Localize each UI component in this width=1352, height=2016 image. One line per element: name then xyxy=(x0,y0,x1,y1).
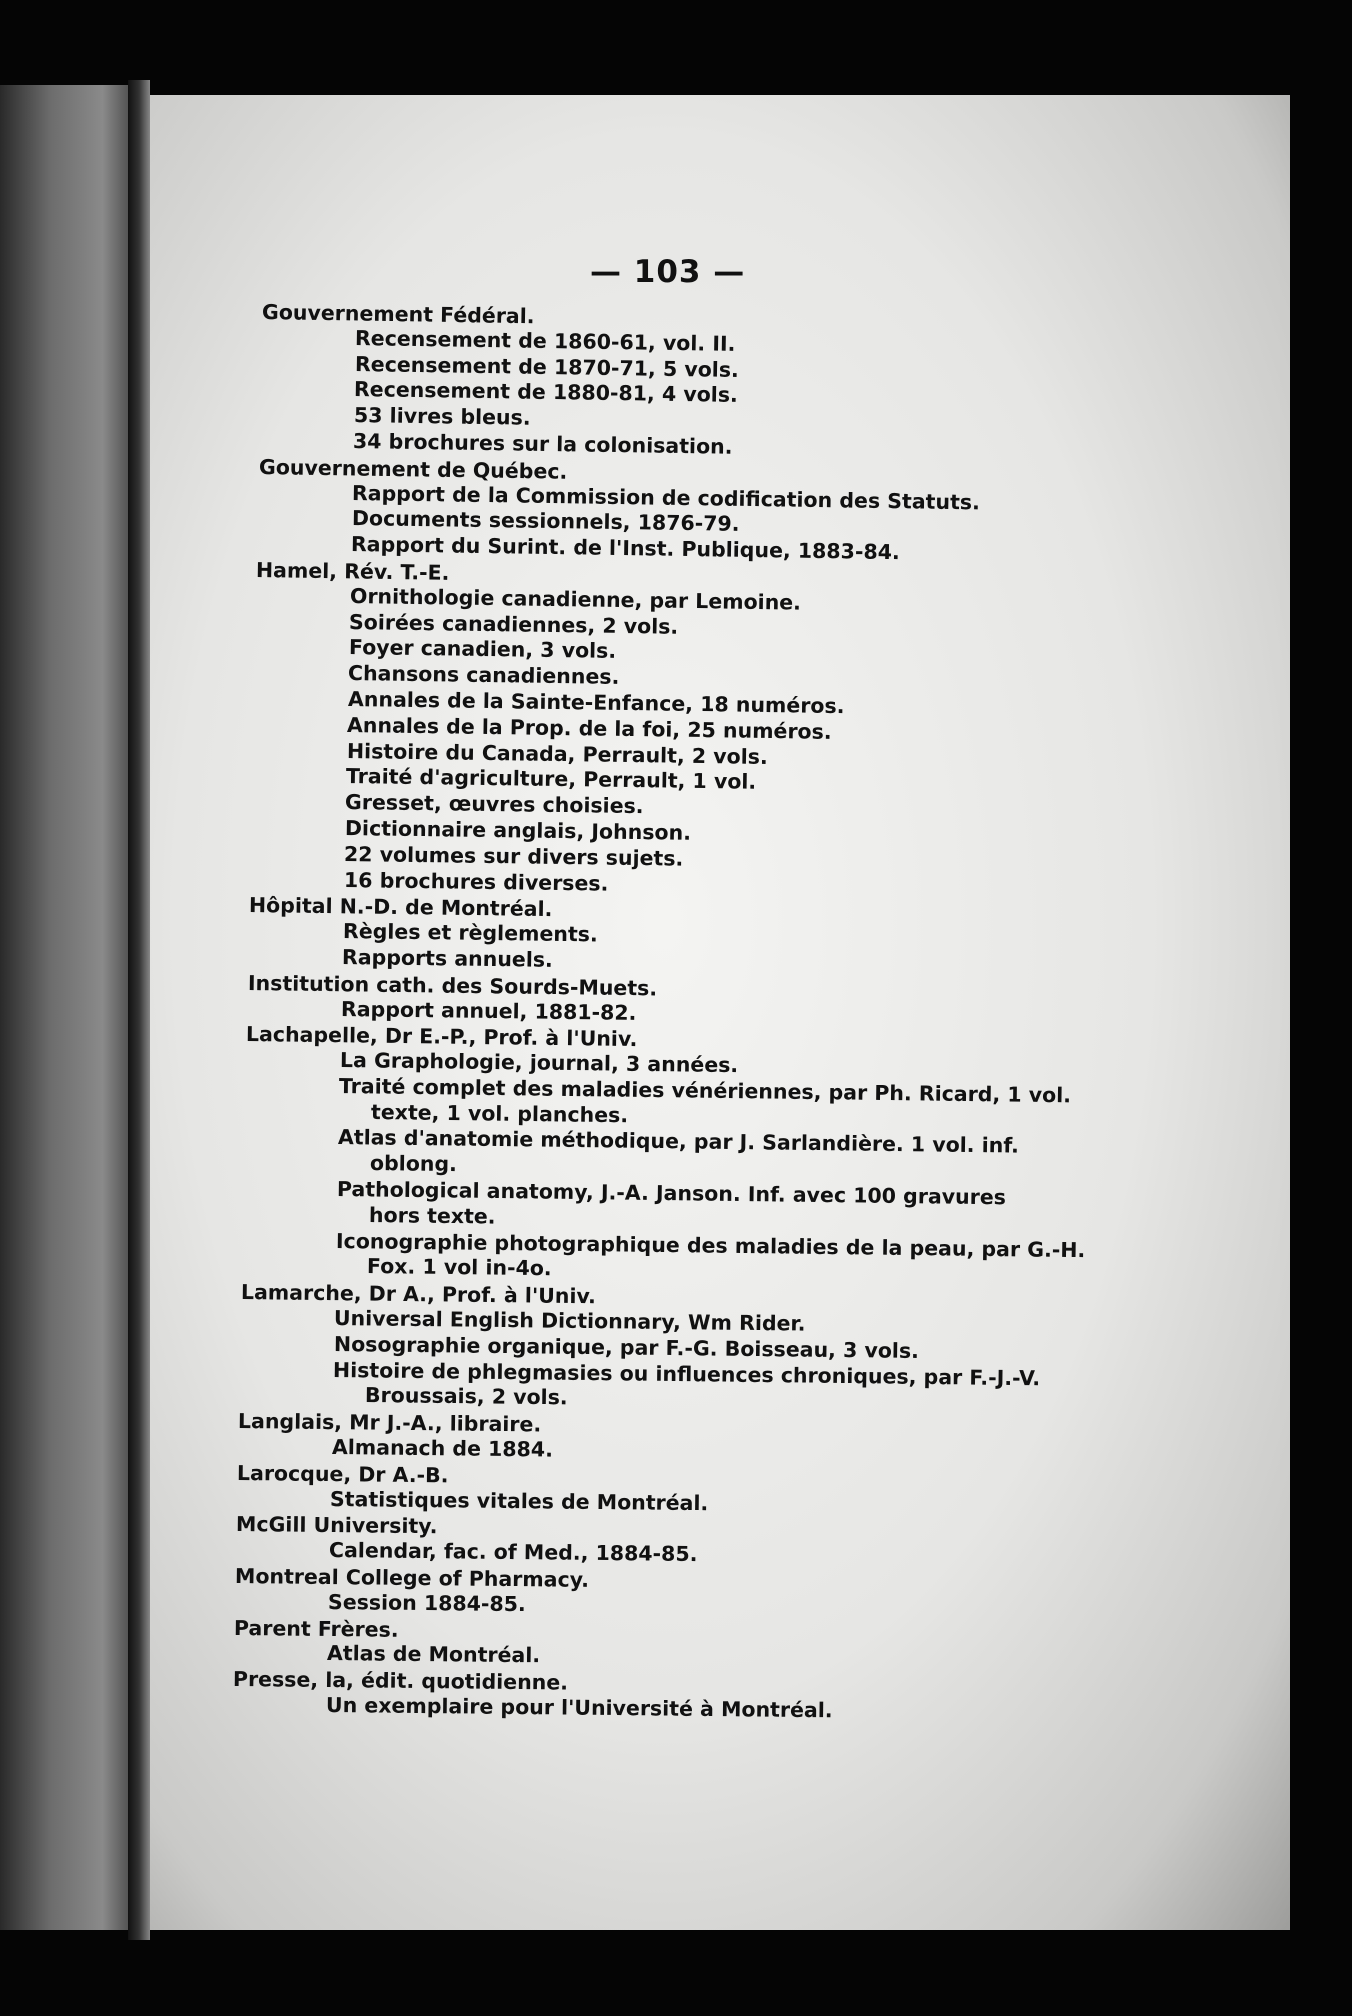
entry-item: Broussais, 2 vols. xyxy=(364,1383,568,1410)
entry-item: Chansons canadiennes. xyxy=(348,661,620,690)
entry-item: Almanach de 1884. xyxy=(331,1435,553,1462)
entry-item: 34 brochures sur la colonisation. xyxy=(353,428,733,459)
entry-item: Rapport annuel, 1881-82. xyxy=(340,996,637,1025)
entry-item: Session 1884-85. xyxy=(328,1589,527,1616)
entry-item: Histoire du Canada, Perrault, 2 vols. xyxy=(346,738,768,769)
entry-item: Histoire de phlegmasies ou influences chroniques, par F.-J.-V. xyxy=(333,1357,1041,1390)
entry-item: Iconographie photographique des maladies de la peau, par G.-H. xyxy=(335,1228,1086,1262)
entry-item: Nosographie organique, par F.-G. Boisseau, 3 vols. xyxy=(333,1331,919,1363)
entry-item: Fox. 1 vol in-4o. xyxy=(367,1254,553,1281)
entry-item: Atlas d'anatomie méthodique, par J. Sarlandière. 1 vol. inf. xyxy=(338,1125,1020,1159)
entry-item: Un exemplaire pour l'Université à Montréal. xyxy=(325,1693,833,1723)
entry-heading: Langlais, Mr J.-A., libraire. xyxy=(237,1409,542,1437)
entry-item: Documents sessionnels, 1876-79. xyxy=(351,506,740,537)
entry-heading: Hôpital N.-D. de Montréal. xyxy=(249,893,553,922)
entry-item: Ornithologie canadienne, par Lemoine. xyxy=(349,583,802,615)
entry-item: Universal English Dictionnary, Wm Rider. xyxy=(334,1306,806,1336)
entry-item: Recensement de 1880-81, 4 vols. xyxy=(354,377,739,408)
entry-heading: Parent Frères. xyxy=(233,1615,399,1642)
entry-item: La Graphologie, journal, 3 années. xyxy=(339,1048,739,1078)
entry-item: Statistiques vitales de Montréal. xyxy=(330,1486,709,1515)
entry-item: oblong. xyxy=(369,1151,457,1177)
entry-item: 16 brochures diverses. xyxy=(343,867,609,896)
entry-heading: Lachapelle, Dr E.-P., Prof. à l'Univ. xyxy=(246,1022,638,1052)
entry-item: Traité complet des maladies vénériennes, par Ph. Ricard, 1 vol. xyxy=(339,1073,1072,1108)
entry-item: Annales de la Sainte-Enfance, 18 numéros. xyxy=(347,686,845,719)
entry-item: Foyer canadien, 3 vols. xyxy=(348,635,617,664)
entry-item: Règles et règlements. xyxy=(342,919,598,947)
entry-heading: Institution cath. des Sourds-Muets. xyxy=(247,970,657,1001)
entry-item: Recensement de 1870-71, 5 vols. xyxy=(354,351,739,382)
entry-item: texte, 1 vol. planches. xyxy=(370,1099,629,1127)
entry-item: Atlas de Montréal. xyxy=(326,1641,541,1668)
entry-heading: Lamarche, Dr A., Prof. à l'Univ. xyxy=(240,1280,596,1309)
entry-heading: McGill University. xyxy=(235,1512,438,1539)
entry-heading: Montreal College of Pharmacy. xyxy=(234,1564,589,1592)
entry-item: 22 volumes sur divers sujets. xyxy=(344,841,684,871)
entry-heading: Larocque, Dr A.-B. xyxy=(236,1460,449,1488)
entry-item: Recensement de 1860-61, vol. II. xyxy=(355,325,736,356)
page-number: — 103 — xyxy=(590,254,746,290)
entry-item: 53 livres bleus. xyxy=(353,403,531,430)
entry-item: Rapport du Surint. de l'Inst. Publique, 1883-84. xyxy=(350,532,900,565)
entry-heading: Presse, la, édit. quotidienne. xyxy=(232,1667,568,1695)
entry-item: Calendar, fac. of Med., 1884-85. xyxy=(329,1538,698,1567)
entry-heading: Gouvernement Fédéral. xyxy=(261,300,535,329)
entry-item: Soirées canadiennes, 2 vols. xyxy=(349,609,679,639)
entry-item: Rapport de la Commission de codification des Statuts. xyxy=(351,480,981,514)
entry-item: Gresset, œuvres choisies. xyxy=(345,790,645,819)
entry-heading: Gouvernement de Québec. xyxy=(258,454,568,484)
entry-item: Dictionnaire anglais, Johnson. xyxy=(344,815,692,845)
entry-heading: Hamel, Rév. T.-E. xyxy=(256,557,451,585)
entry-item: Traité d'agriculture, Perrault, 1 vol. xyxy=(345,764,757,795)
entry-item: Annales de la Prop. de la foi, 25 numéros. xyxy=(346,712,832,744)
entry-item: hors texte. xyxy=(368,1202,496,1229)
entry-item: Pathological anatomy, J.-A. Janson. Inf. avec 100 gravures xyxy=(336,1177,1007,1210)
entry-item: Rapports annuels. xyxy=(341,944,554,972)
